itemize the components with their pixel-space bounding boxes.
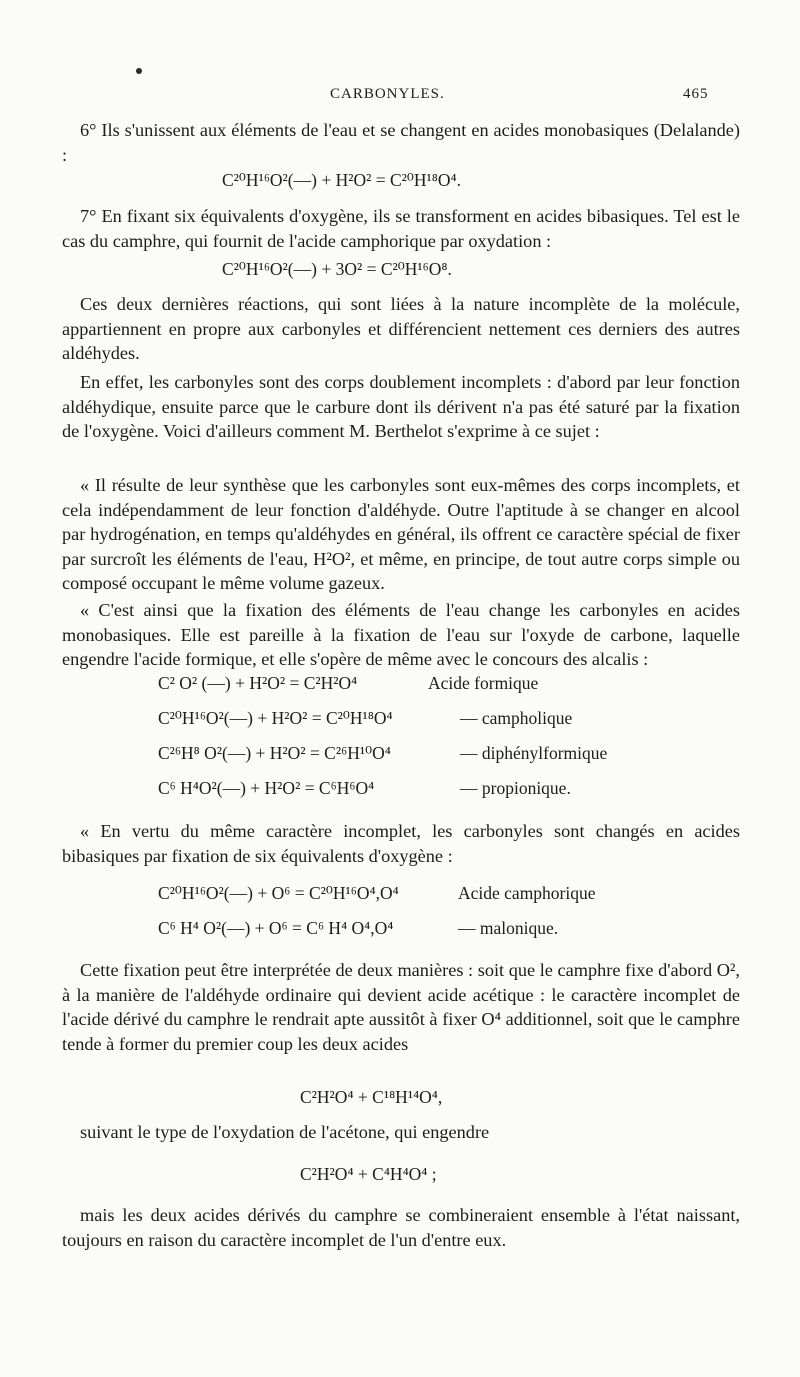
- quote-paragraph-1: « Il résulte de leur synthèse que les carbonyles sont eux-mêmes des corps incomplets, et cela indépendamment de leur fonction d'aldéhyde. Outre l'aptitude à se changer en alcool par hydrogénation, en temps qu'aldéhydes en général, ils offrent ce caractère spécial de fixer par surcroît les éléments de l'eau, H²O², et même, en principe, de tout autre corps simple ou composé occupant le même volume gazeux.: [62, 475, 740, 594]
- reaction-label: Acide formique: [428, 673, 539, 693]
- reaction-label: — malonique.: [458, 918, 559, 938]
- quote-paragraph-3: « En vertu du même caractère incomplet, les carbonyles sont changés en acides bibasiques par fixation de six équivalents d'oxygène :: [62, 821, 740, 866]
- paragraph-item-7: 7° En fixant six équivalents d'oxygène, ils se transforment en acides bibasiques. Tel est le cas du camphre, qui fournit de l'acide camphorique par oxydation :: [62, 206, 740, 251]
- reaction-equation: C⁶ H⁴O²(—) + H²O² = C⁶H⁶O⁴: [158, 778, 375, 798]
- reaction-label: — campholique: [460, 708, 573, 728]
- reaction-row: [158, 743, 608, 764]
- paragraph-conclusion: mais les deux acides dérivés du camphre se combineraient ensemble à l'état naissant, toujours en raison du caractère incomplet de l'un d'entre eux.: [62, 1205, 740, 1250]
- running-head-title: CARBONYLES.: [330, 86, 445, 102]
- reaction-equation: C²⁶H⁸ O²(—) + H²O² = C²⁶H¹⁰O⁴: [158, 743, 391, 763]
- reaction-label: — diphénylformique: [460, 743, 608, 763]
- ink-dot: [136, 68, 142, 74]
- reaction-row: [158, 918, 559, 939]
- formula-monobasic: C²⁰H¹⁶O²(—) + H²O² = C²⁰H¹⁸O⁴.: [222, 170, 462, 190]
- paragraph-reactions: Ces deux dernières réactions, qui sont liées à la nature incomplète de la molécule, appartiennent en propre aux carbonyles et différencient nettement ces derniers des autres aldéhydes.: [62, 294, 740, 364]
- reaction-label: Acide camphorique: [458, 883, 596, 903]
- paragraph-interpretation: Cette fixation peut être interprétée de deux manières : soit que le camphre fixe d'abord O², à la manière de l'aldéhyde ordinaire qui devient acide acétique : le caractère incomplet de l'acide dérivé du camphre le rendrait apte aussitôt à fixer O⁴ additionnel, soit que le camphre tende à former du premier coup les deux acides: [62, 960, 740, 1054]
- quote-paragraph-2: « C'est ainsi que la fixation des éléments de l'eau change les carbonyles en acides monobasiques. Elle est pareille à la fixation de l'eau sur l'oxyde de carbone, laquelle engendre l'acide formique, et elle s'opère de même avec le concours des alcalis :: [62, 600, 740, 670]
- reaction-row: [158, 883, 596, 904]
- paragraph-acetone: suivant le type de l'oxydation de l'acétone, qui engendre: [80, 1122, 490, 1142]
- reaction-row: [158, 673, 539, 694]
- reaction-equation: C⁶ H⁴ O²(—) + O⁶ = C⁶ H⁴ O⁴,O⁴: [158, 918, 394, 938]
- formula-two-acids: C²H²O⁴ + C¹⁸H¹⁴O⁴,: [300, 1087, 443, 1107]
- reaction-label: — propionique.: [460, 778, 571, 798]
- reaction-row: [158, 708, 573, 729]
- formula-acetone-products: C²H²O⁴ + C⁴H⁴O⁴ ;: [300, 1164, 437, 1184]
- paragraph-en-effet: En effet, les carbonyles sont des corps doublement incomplets : d'abord par leur fonction aldéhydique, ensuite parce que le carbure dont ils dérivent n'a pas été saturé par la fixation de l'oxygène. Voici d'ailleurs comment M. Berthelot s'exprime à ce sujet :: [62, 372, 740, 442]
- page-number: 465: [683, 86, 709, 102]
- formula-camphoric: C²⁰H¹⁶O²(—) + 3O² = C²⁰H¹⁶O⁸.: [222, 259, 452, 279]
- reaction-equation: C²⁰H¹⁶O²(—) + O⁶ = C²⁰H¹⁶O⁴,O⁴: [158, 883, 399, 903]
- reaction-row: [158, 778, 571, 799]
- paragraph-item-6: 6° Ils s'unissent aux éléments de l'eau et se changent en acides monobasiques (Delalande) :: [62, 120, 740, 165]
- reaction-equation: C² O² (—) + H²O² = C²H²O⁴: [158, 673, 358, 693]
- reaction-equation: C²⁰H¹⁶O²(—) + H²O² = C²⁰H¹⁸O⁴: [158, 708, 393, 728]
